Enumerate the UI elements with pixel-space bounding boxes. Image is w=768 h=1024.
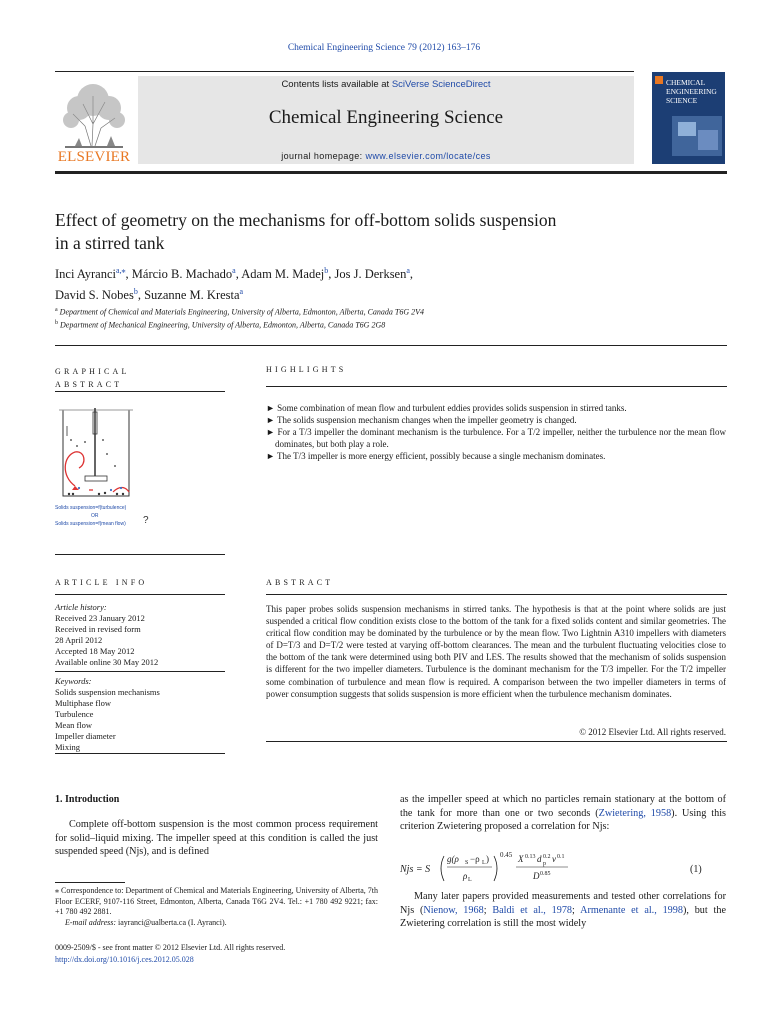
equation-lhs: Njs = S [400, 864, 431, 875]
issn-line: 0009-2509/$ - see front matter © 2012 Elsevier Ltd. All rights reserved. [55, 943, 286, 952]
svg-text:0.2: 0.2 [543, 854, 551, 860]
ga-caption-question: ? [143, 515, 149, 526]
svg-text:D: D [533, 871, 540, 881]
article-info: Article history: Received 23 January 2012 Received in revised form 28 April 2012 Accepted 18 May 2012 Available online 30 May 2012 Keywords: Solids suspension mechanisms Multiphase flow Turbulence Mean flow Impeller diameter Mixing [55, 602, 225, 753]
homepage-line: journal homepage: www.elsevier.com/locate/ces [281, 151, 491, 161]
keyword: Multiphase flow [55, 698, 111, 708]
section-rule [55, 345, 727, 346]
journal-reference[interactable]: Chemical Engineering Science 79 (2012) 163–176 [287, 43, 481, 53]
highlight-item: ► The solids suspension mechanism changes when the impeller geometry is changed. [266, 415, 577, 425]
svg-text:0.85: 0.85 [540, 871, 551, 877]
highlight-item: ► The T/3 impeller is more energy efficient, possibly because a single mechanism dominates. [266, 451, 606, 461]
author-name[interactable]: Jos J. Derksen [334, 267, 407, 282]
footnote-rule [55, 882, 125, 883]
section-rule [55, 753, 225, 754]
citation-link[interactable]: Baldi et al., 1978 [492, 904, 573, 916]
highlights-list [266, 402, 726, 462]
svg-text:g(ρ: g(ρ [447, 854, 459, 864]
author-name[interactable]: David S. Nobes [55, 288, 134, 303]
keyword: Mixing [55, 742, 81, 752]
citation-link[interactable]: Zwietering, 1958 [598, 807, 672, 819]
citation-link[interactable]: Armenante et al., 1998 [580, 904, 683, 916]
keyword: Turbulence [55, 709, 94, 719]
section-rule [55, 594, 225, 595]
svg-text:ρ: ρ [463, 871, 468, 881]
paper-title: Effect of geometry on the mechanisms for off-bottom solids suspension in a stirred tank [55, 210, 557, 253]
svg-text:0.1: 0.1 [557, 854, 565, 860]
affiliation-a: $^a$ Department of Chemical and Materials Engineering, University of Alberta, Edmonton, Alberta, Canada T6G 2V4 [55, 307, 425, 317]
keyword: Solids suspension mechanisms [55, 687, 160, 697]
history-item: Received in revised form [55, 624, 141, 634]
svg-text:L: L [482, 860, 486, 866]
journal-homepage-link[interactable]: www.elsevier.com/locate/ces [365, 151, 491, 161]
graphical-abstract-image[interactable] [55, 406, 175, 528]
highlights-heading: HIGHLIGHTS [266, 365, 347, 374]
ga-caption-line1: Solids suspension=f(turbulence) [55, 505, 127, 511]
intro-paragraph-left: Complete off-bottom suspension is the most common process requirement for solid–liquid mixing. The impeller speed at this condition is called the just suspended speed (Njs), and is defined [55, 819, 378, 857]
intro-paragraph-right: as the impeller speed at which no particles remain stationary at the bottom of the tank for more than one or two seconds (Zwietering, 1958). Using this criterion Zwietering proposed a correlation for Njs: [400, 794, 726, 832]
intro-paragraph-right-2: Many later papers provided measurements and tested other correlations for Njs (Nienow, 1968; Baldi et al., 1978; Armenante et al., 1998), but the Zwietering correlation is still the most widely [400, 891, 726, 929]
affiliation-b: $^b$ Department of Mechanical Engineering, University of Alberta, Edmonton, Alberta, Canada T6G 2G8 [55, 320, 386, 330]
affiliations [55, 305, 695, 331]
keyword: Impeller diameter [55, 731, 116, 741]
cover-art [652, 72, 725, 164]
keyword: Mean flow [55, 720, 93, 730]
cover-title: CHEMICAL ENGINEERING SCIENCE [666, 78, 717, 105]
svg-text:): ) [486, 854, 489, 864]
journal-name: Chemical Engineering Science [268, 107, 504, 128]
svg-text:X: X [518, 854, 524, 864]
journal-cover[interactable] [652, 72, 725, 164]
abstract-text: This paper probes solids suspension mechanisms in stirred tanks. The hypothesis is that at the point where solids are just suspended a critical flow condition exists close to the bottom of the tank for a fixed solids content and similar geometries. The critical flow condition may be dominated by the turbulence or by the mean flow. Two Lightnin A310 impellers with diameters of D=T/3 and D=T/2 were tested at varying off-bottom clearances. The mean and the turbulent fluctuating velocities close to the bottom of the tank were determined using both PIV and LES. The results showed that the mechanism of solids suspension is different for the two impeller diameters. Turbulence is the dominant mechanism for the T/3 impeller. For the T/2 impeller some combination of turbulence and mean flow is required. A comparison between the two impeller diameters in terms of power consumption suggests that solids suspension is more efficient when the turbulence mechanism dominates. [266, 604, 726, 699]
header-top-rule [55, 71, 634, 72]
graphical-abstract-heading: GRAPHICAL ABSTRACT [55, 367, 130, 389]
svg-text:0.13: 0.13 [525, 854, 536, 860]
contents-line: Contents lists available at SciVerse ScienceDirect [281, 79, 491, 90]
header-bottom-rule [55, 171, 727, 174]
doi-link[interactable]: http://dx.doi.org/10.1016/j.ces.2012.05.028 [55, 954, 194, 964]
equation-1 [400, 848, 726, 886]
highlight-item: ► Some combination of mean flow and turbulent eddies provides solids suspension in stirred tanks. [266, 403, 627, 413]
history-item: Received 23 January 2012 [55, 613, 145, 623]
abstract-heading: ABSTRACT [266, 578, 334, 587]
article-info-heading: ARTICLE INFO [55, 578, 148, 587]
history-item: 28 April 2012 [55, 635, 103, 645]
citation-link[interactable]: Nienow, 1968 [423, 904, 484, 916]
svg-text:p: p [543, 861, 546, 867]
section-rule [55, 554, 225, 555]
section-rule [266, 386, 727, 387]
author-name[interactable]: Adam M. Madej [241, 267, 325, 282]
correspondence-footnote: ⁎ Correspondence to: Department of Chemical and Materials Engineering, University of Alberta, 7th Floor ECERF, 9107-116 Street, Edmonton, Alberta, Canada T6G 2V4. Tel.: +1 780 492 9221; fax: +1 780 492 2881. E-mail address: iayranci@ualberta.ca (I. Ayranci). [55, 886, 378, 927]
highlight-item: ► For a T/3 impeller the dominant mechanism is the turbulence. For a T/2 impeller, neither the turbulence nor the mean flow dominates, but both play a role. [266, 427, 726, 449]
svg-text:−ρ: −ρ [470, 854, 480, 864]
author-name[interactable]: Márcio B. Machado [131, 267, 233, 282]
equation-number: (1) [690, 864, 702, 875]
svg-text:0.45: 0.45 [500, 851, 513, 859]
page-footer [55, 942, 378, 965]
author-name[interactable]: Suzanne M. Kresta [144, 288, 240, 303]
history-item: Available online 30 May 2012 [55, 657, 159, 667]
sciencedirect-link[interactable]: SciVerse ScienceDirect [391, 79, 491, 90]
svg-text:L: L [468, 877, 472, 883]
section-rule [266, 741, 727, 742]
history-item: Accepted 18 May 2012 [55, 646, 135, 656]
article-info-divider [55, 671, 225, 672]
author-list: Inci Ayranci$^{a,⁎}$, Márcio B. Machado$^a$, Adam M. Madej$^b$, Jos J. Derksen$^a$, David S. Nobes$^b$, Suzanne M. Kresta$^a$ [55, 266, 414, 303]
section-rule [266, 594, 727, 595]
section-heading-introduction: 1. Introduction [55, 794, 120, 805]
ga-caption-line2: Solids suspension=f(mean flow) [55, 521, 126, 527]
section-rule [55, 391, 225, 392]
author-name[interactable]: Inci Ayranci [55, 267, 116, 282]
publisher-wordmark: ELSEVIER [57, 149, 131, 165]
email-link[interactable]: iayranci@ualberta.ca (I. Ayranci). [118, 917, 227, 927]
svg-text:S: S [465, 860, 469, 866]
svg-text:ν: ν [552, 854, 556, 864]
abstract-copyright: © 2012 Elsevier Ltd. All rights reserved. [579, 727, 726, 737]
svg-text:d: d [537, 854, 542, 864]
ga-caption-or: OR [91, 513, 99, 519]
